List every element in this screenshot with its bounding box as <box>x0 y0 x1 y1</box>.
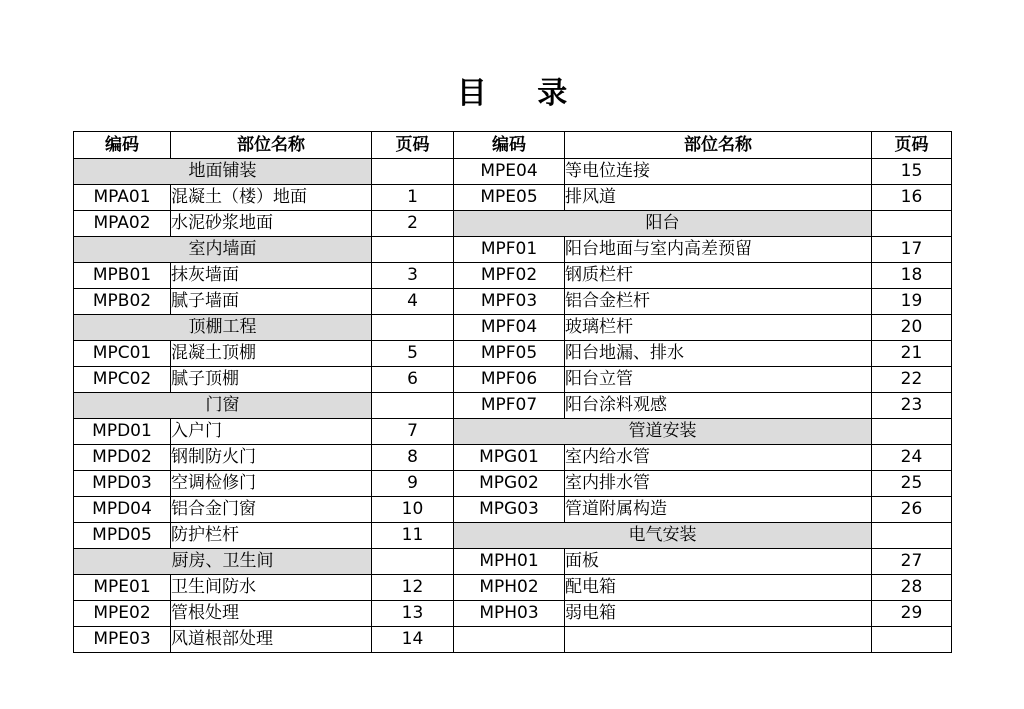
item-page: 16 <box>872 185 952 211</box>
item-name: 排风道 <box>565 185 872 211</box>
table-row <box>74 159 952 185</box>
item-page: 17 <box>872 237 952 263</box>
item-page: 6 <box>372 367 454 393</box>
section-page-cell <box>372 393 454 419</box>
item-code: MPF03 <box>454 289 565 315</box>
item-code: MPE04 <box>454 159 565 185</box>
table-row <box>74 367 952 393</box>
header-code: 编码 <box>74 132 171 159</box>
table-row <box>74 289 952 315</box>
item-name: 卫生间防水 <box>171 575 372 601</box>
item-page: 9 <box>372 471 454 497</box>
item-name: 阳台地面与室内高差预留 <box>565 237 872 263</box>
item-name: 阳台地漏、排水 <box>565 341 872 367</box>
section-heading: 室内墙面 <box>74 237 372 263</box>
item-code: MPD01 <box>74 419 171 445</box>
table-row <box>74 315 952 341</box>
section-heading: 地面铺装 <box>74 159 372 185</box>
item-name: 室内排水管 <box>565 471 872 497</box>
section-heading: 电气安装 <box>454 523 872 549</box>
section-page-cell <box>372 237 454 263</box>
item-page: 27 <box>872 549 952 575</box>
item-code: MPE03 <box>74 627 171 653</box>
item-name: 空调检修门 <box>171 471 372 497</box>
section-heading: 管道安装 <box>454 419 872 445</box>
table-row <box>74 549 952 575</box>
item-page: 29 <box>872 601 952 627</box>
item-name: 钢制防火门 <box>171 445 372 471</box>
item-page: 12 <box>372 575 454 601</box>
item-name: 混凝土（楼）地面 <box>171 185 372 211</box>
table-row <box>74 237 952 263</box>
item-code: MPG03 <box>454 497 565 523</box>
item-name: 配电箱 <box>565 575 872 601</box>
item-page: 19 <box>872 289 952 315</box>
item-code: MPF01 <box>454 237 565 263</box>
header-row <box>74 132 952 159</box>
table-row <box>74 419 952 445</box>
item-code: MPB02 <box>74 289 171 315</box>
table-row <box>74 263 952 289</box>
item-code: MPF06 <box>454 367 565 393</box>
header-name: 部位名称 <box>565 132 872 159</box>
item-code: MPH02 <box>454 575 565 601</box>
item-page: 15 <box>872 159 952 185</box>
item-page: 20 <box>872 315 952 341</box>
item-name: 抹灰墙面 <box>171 263 372 289</box>
item-page: 25 <box>872 471 952 497</box>
item-name: 铝合金栏杆 <box>565 289 872 315</box>
item-page: 23 <box>872 393 952 419</box>
item-name: 面板 <box>565 549 872 575</box>
item-name: 铝合金门窗 <box>171 497 372 523</box>
section-page-cell <box>372 549 454 575</box>
item-code: MPF05 <box>454 341 565 367</box>
empty-cell <box>565 627 872 653</box>
item-code: MPA01 <box>74 185 171 211</box>
item-name: 腻子顶棚 <box>171 367 372 393</box>
item-code: MPG01 <box>454 445 565 471</box>
table-row <box>74 601 952 627</box>
item-name: 钢质栏杆 <box>565 263 872 289</box>
item-page: 21 <box>872 341 952 367</box>
table-row <box>74 341 952 367</box>
item-page: 14 <box>372 627 454 653</box>
item-code: MPB01 <box>74 263 171 289</box>
item-code: MPD05 <box>74 523 171 549</box>
section-page-cell <box>872 211 952 237</box>
item-code: MPD03 <box>74 471 171 497</box>
item-page: 18 <box>872 263 952 289</box>
table-row <box>74 185 952 211</box>
section-heading: 门窗 <box>74 393 372 419</box>
table-row <box>74 497 952 523</box>
item-code: MPG02 <box>454 471 565 497</box>
item-code: MPF04 <box>454 315 565 341</box>
item-page: 1 <box>372 185 454 211</box>
header-name: 部位名称 <box>171 132 372 159</box>
item-code: MPE05 <box>454 185 565 211</box>
item-code: MPE01 <box>74 575 171 601</box>
table-row <box>74 445 952 471</box>
table-row <box>74 575 952 601</box>
header-page: 页码 <box>372 132 454 159</box>
empty-cell <box>454 627 565 653</box>
item-page: 22 <box>872 367 952 393</box>
section-page-cell <box>872 523 952 549</box>
section-heading: 顶棚工程 <box>74 315 372 341</box>
item-page: 13 <box>372 601 454 627</box>
item-code: MPC02 <box>74 367 171 393</box>
item-code: MPE02 <box>74 601 171 627</box>
toc-table <box>73 131 952 653</box>
item-name: 水泥砂浆地面 <box>171 211 372 237</box>
table-row <box>74 211 952 237</box>
item-page: 2 <box>372 211 454 237</box>
item-page: 10 <box>372 497 454 523</box>
item-page: 5 <box>372 341 454 367</box>
item-name: 阳台立管 <box>565 367 872 393</box>
item-page: 3 <box>372 263 454 289</box>
item-name: 弱电箱 <box>565 601 872 627</box>
section-page-cell <box>872 419 952 445</box>
header-page: 页码 <box>872 132 952 159</box>
item-code: MPC01 <box>74 341 171 367</box>
item-page: 4 <box>372 289 454 315</box>
item-page: 7 <box>372 419 454 445</box>
item-name: 入户门 <box>171 419 372 445</box>
section-heading: 厨房、卫生间 <box>74 549 372 575</box>
section-heading: 阳台 <box>454 211 872 237</box>
item-name: 室内给水管 <box>565 445 872 471</box>
item-code: MPD04 <box>74 497 171 523</box>
item-name: 等电位连接 <box>565 159 872 185</box>
item-code: MPH01 <box>454 549 565 575</box>
item-name: 腻子墙面 <box>171 289 372 315</box>
item-code: MPF07 <box>454 393 565 419</box>
item-code: MPD02 <box>74 445 171 471</box>
item-name: 风道根部处理 <box>171 627 372 653</box>
item-page: 28 <box>872 575 952 601</box>
item-name: 玻璃栏杆 <box>565 315 872 341</box>
item-name: 防护栏杆 <box>171 523 372 549</box>
item-code: MPA02 <box>74 211 171 237</box>
item-page: 26 <box>872 497 952 523</box>
section-page-cell <box>372 159 454 185</box>
item-page: 24 <box>872 445 952 471</box>
header-code: 编码 <box>454 132 565 159</box>
item-name: 混凝土顶棚 <box>171 341 372 367</box>
item-name: 阳台涂料观感 <box>565 393 872 419</box>
section-page-cell <box>372 315 454 341</box>
item-name: 管道附属构造 <box>565 497 872 523</box>
item-page: 11 <box>372 523 454 549</box>
item-page: 8 <box>372 445 454 471</box>
table-row <box>74 471 952 497</box>
item-name: 管根处理 <box>171 601 372 627</box>
item-code: MPH03 <box>454 601 565 627</box>
table-row <box>74 627 952 653</box>
page-title: 目 录 <box>456 76 588 111</box>
item-code: MPF02 <box>454 263 565 289</box>
table-row <box>74 523 952 549</box>
empty-cell <box>872 627 952 653</box>
table-row <box>74 393 952 419</box>
